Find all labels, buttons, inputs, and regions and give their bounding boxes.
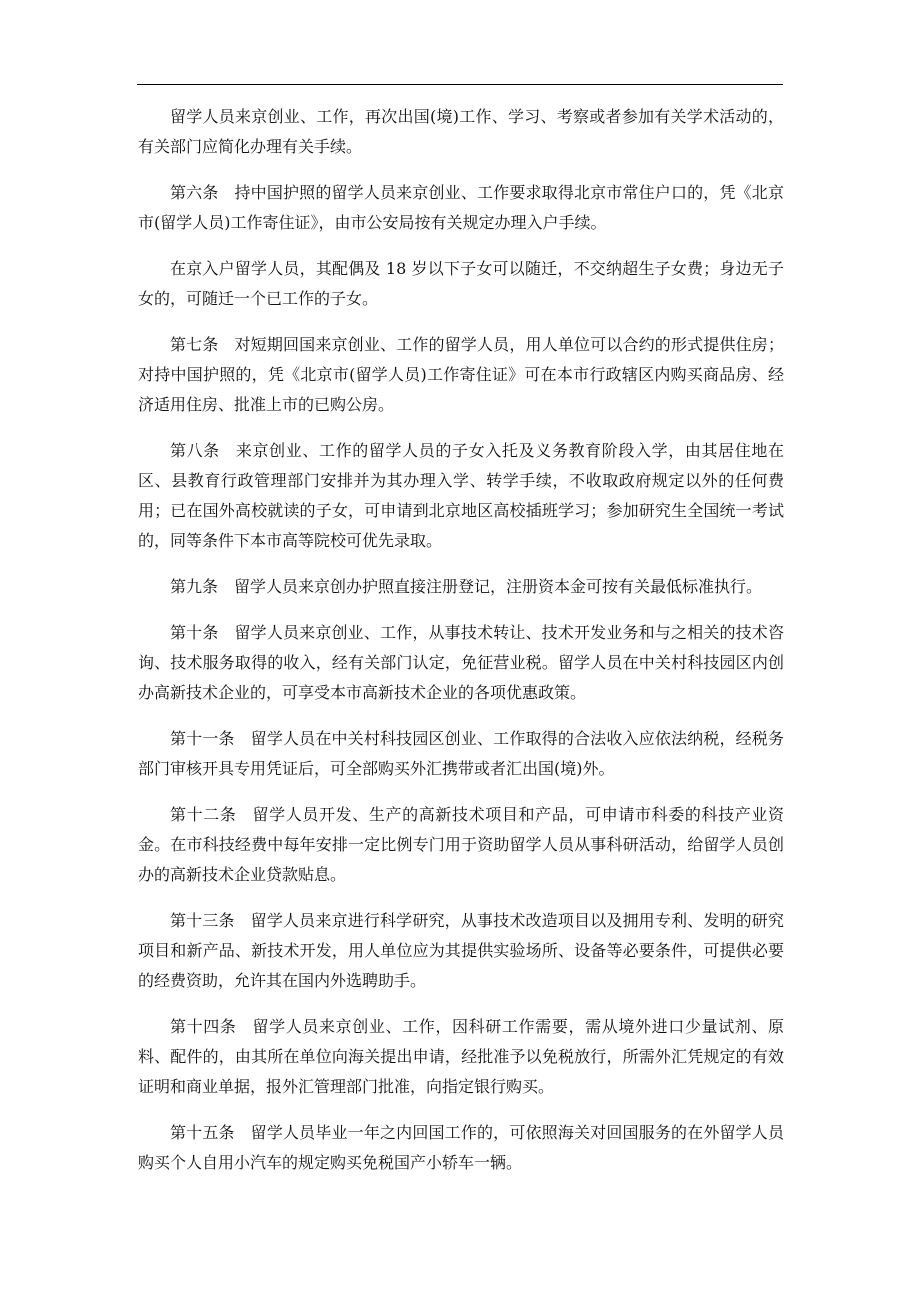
paragraph [138, 906, 784, 996]
header-rule [137, 84, 783, 85]
paragraph [138, 102, 784, 162]
article-number: 第十五条 [170, 1123, 235, 1142]
paragraph-text: 留学人员来京创业、工作，因科研工作需要，需从境外进口少量试剂、原料、配件的，由其所在单位向海关提出申请，经批准予以免税放行，所需外汇凭规定的有效证明和商业单据，报外汇管理部门批准，向指定银行购买。 [138, 1017, 784, 1096]
paragraph-text: 留学人员来京创办护照直接注册登记，注册资本金可按有关最低标准执行。 [234, 577, 763, 596]
article-number: 第六条 [170, 183, 219, 202]
paragraph [138, 1012, 784, 1102]
article-number: 第十四条 [170, 1017, 237, 1036]
paragraph [138, 330, 784, 420]
paragraph-text: 留学人员在中关村科技园区创业、工作取得的合法收入应依法纳税，经税务部门审核开具专用凭证后，可全部购买外汇携带或者汇出国(境)外。 [138, 729, 784, 778]
document-body [138, 102, 784, 1194]
paragraph [138, 436, 784, 556]
article-number: 第七条 [170, 335, 219, 354]
paragraph-text: 在京入户留学人员，其配偶及 18 岁以下子女可以随迁，不交纳超生子女费；身边无子女的，可随迁一个已工作的子女。 [138, 259, 784, 308]
paragraph-text: 留学人员开发、生产的高新技术项目和产品，可申请市科委的科技产业资金。在市科技经费中每年安排一定比例专门用于资助留学人员从事科研活动，给留学人员创办的高新技术企业贷款贴息。 [138, 805, 784, 884]
paragraph [138, 800, 784, 890]
paragraph [138, 618, 784, 708]
paragraph-text: 留学人员来京创业、工作，再次出国(境)工作、学习、考察或者参加有关学术活动的，有关部门应简化办理有关手续。 [138, 107, 784, 156]
paragraph [138, 724, 784, 784]
article-number: 第八条 [170, 441, 220, 460]
article-number: 第九条 [170, 577, 219, 596]
paragraph [138, 178, 784, 238]
paragraph-text: 来京创业、工作的留学人员的子女入托及义务教育阶段入学，由其居住地在区、县教育行政管理部门安排并为其办理入学、转学手续，不收取政府规定以外的任何费用；已在国外高校就读的子女，可申请到北京地区高校插班学习；参加研究生全国统一考试的，同等条件下本市高等院校可优先录取。 [138, 441, 784, 550]
paragraph-text: 对短期回国来京创业、工作的留学人员，用人单位可以合约的形式提供住房；对持中国护照的，凭《北京市(留学人员)工作寄住证》可在本市行政辖区内购买商品房、经济适用住房、批准上市的已购公房。 [138, 335, 784, 414]
article-number: 第十条 [170, 623, 219, 642]
paragraph-text: 留学人员来京进行科学研究，从事技术改造项目以及拥用专利、发明的研究项目和新产品、新技术开发，用人单位应为其提供实验场所、设备等必要条件，可提供必要的经费资助，允许其在国内外选聘助手。 [138, 911, 784, 990]
paragraph [138, 254, 784, 314]
paragraph-text: 持中国护照的留学人员来京创业、工作要求取得北京市常住户口的，凭《北京市(留学人员)工作寄住证》，由市公安局按有关规定办理入户手续。 [138, 183, 784, 232]
article-number: 第十二条 [170, 805, 237, 824]
article-number: 第十一条 [170, 729, 235, 748]
paragraph [138, 1118, 784, 1178]
article-number: 第十三条 [170, 911, 235, 930]
paragraph-text: 留学人员毕业一年之内回国工作的，可依照海关对回国服务的在外留学人员购买个人自用小汽车的规定购买免税国产小轿车一辆。 [138, 1123, 784, 1172]
paragraph [138, 572, 784, 602]
paragraph-text: 留学人员来京创业、工作，从事技术转让、技术开发业务和与之相关的技术咨询、技术服务取得的收入，经有关部门认定，免征营业税。留学人员在中关村科技园区内创办高新技术企业的，可享受本市高新技术企业的各项优惠政策。 [138, 623, 784, 702]
